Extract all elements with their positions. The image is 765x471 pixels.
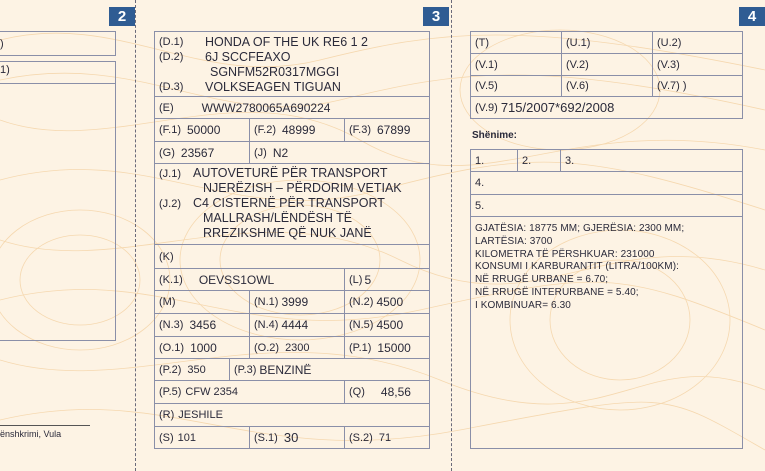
field-f2: (F.2) 48999 <box>249 118 345 142</box>
field-d2: (D.2) <box>159 51 184 63</box>
field-p1: (P.1) 15000 <box>344 336 430 359</box>
field-g: (G) 23567 <box>154 141 250 164</box>
field-s1: (S.1) 30 <box>249 426 345 449</box>
remarks-line: NË RRUGË INTERURBANE = 5.40; <box>475 286 639 298</box>
page-number-badge: 4 <box>739 7 765 26</box>
field-j2-value-3: RREZIKSHME QË NUK JANË <box>203 226 372 240</box>
field-j2-value-2: MALLRASH/LËNDËSH TË <box>203 211 353 225</box>
page-number-badge: 3 <box>423 7 449 26</box>
field-v2: (V.2) <box>561 53 653 76</box>
remarks-line: LARTËSIA: 3700 <box>475 235 553 247</box>
field-j: (J) N2 <box>249 141 430 164</box>
remarks-line: KILOMETRA TË PËRSHKUAR: 231000 <box>475 248 655 260</box>
field-n3: (N.3) 3456 <box>154 313 250 337</box>
field-o2: (O.2) 2300 <box>249 336 345 359</box>
field-u1: (U.1) <box>561 31 653 54</box>
field-s: (S) 101 <box>154 426 250 449</box>
field-d1-value: HONDA OF THE UK RE6 1 2 <box>205 35 369 49</box>
note-field-2: 2. <box>517 149 561 172</box>
field-k: (K) <box>154 244 430 269</box>
field-f3: (F.3) 67899 <box>344 118 430 142</box>
notes-title: Shënime: <box>472 130 518 141</box>
field-n1: (N.1) 3999 <box>249 290 345 314</box>
field-l: (L) 5 <box>344 268 430 291</box>
field-v9: (V.9) 715/2007*692/2008 <box>470 96 743 119</box>
field-n4: (N.4) 4444 <box>249 313 345 337</box>
field-j2-value-1: C4 CISTERNË PËR TRANSPORT <box>193 196 385 210</box>
field-d1: (D.1) <box>159 36 184 48</box>
left-field-2-label: 1) <box>0 64 10 76</box>
field-n2: (N.2) 4500 <box>344 290 430 314</box>
field-n5: (N.5) 4500 <box>344 313 430 337</box>
field-v7: (V.7) ) <box>652 75 743 97</box>
remarks-line: I KOMBINUAR= 6.30 <box>475 299 571 311</box>
left-field-1: ) <box>0 31 116 56</box>
field-j1: (J.1) <box>159 168 181 180</box>
signature-line <box>0 425 90 426</box>
field-r: (R) JESHILE <box>154 403 430 427</box>
field-p5: (P.5) CFW 2354 <box>154 380 345 404</box>
signature-label: ënshkrimi, Vula <box>0 429 62 439</box>
note-field-4: 4. <box>470 171 743 195</box>
remarks-line: NË RRUGË URBANE = 6.70; <box>475 274 609 286</box>
remarks-line: KONSUMI I KARBURANTIT (LITRA/100KM): <box>475 261 680 273</box>
field-p2: (P.2) 350 <box>154 358 230 381</box>
field-d2-value-2: SGNFM52R0317MGGI <box>210 65 340 79</box>
field-u2: (U.2) <box>652 31 743 54</box>
perforation-line <box>451 0 452 471</box>
field-v5: (V.5) <box>470 75 562 97</box>
left-field-2 <box>0 61 116 341</box>
field-v6: (V.6) <box>561 75 653 97</box>
note-field-1: 1. <box>470 149 518 172</box>
field-v1: (V.1) <box>470 53 562 76</box>
perforation-line <box>135 0 136 471</box>
field-t: (T) <box>470 31 562 54</box>
field-p3: (P.3) BENZINË <box>229 358 430 381</box>
field-k1: (K.1) OEVSS1OWL <box>154 268 345 291</box>
remarks-line: GJATËSIA: 18775 MM; GJERËSIA: 2300 MM; <box>475 223 685 234</box>
field-d3: (D.3) <box>159 81 184 93</box>
field-v3: (V.3) <box>652 53 743 76</box>
page-number-badge: 2 <box>109 7 135 26</box>
field-q: (Q) 48,56 <box>344 380 430 404</box>
left-divider <box>0 61 116 84</box>
note-field-5: 5. <box>470 194 743 217</box>
field-j1-value-1: AUTOVETURË PËR TRANSPORT <box>193 166 388 180</box>
field-m: (M) <box>154 290 250 314</box>
field-j2: (J.2) <box>159 198 181 210</box>
field-d3-value: VOLKSEAGEN TIGUAN <box>205 80 341 94</box>
note-field-3: 3. <box>560 149 743 172</box>
field-j1-value-2: NJERËZISH – PËRDORIM VETIAK <box>203 181 402 195</box>
field-e: (E) WWW2780065A690224 <box>154 96 430 119</box>
field-s2: (S.2) 71 <box>344 426 430 449</box>
remarks-text <box>475 223 684 313</box>
field-o1: (O.1) 1000 <box>154 336 250 359</box>
field-d2-value-1: 6J SCCFEAXO <box>205 50 291 64</box>
field-f1: (F.1) 50000 <box>154 118 250 142</box>
